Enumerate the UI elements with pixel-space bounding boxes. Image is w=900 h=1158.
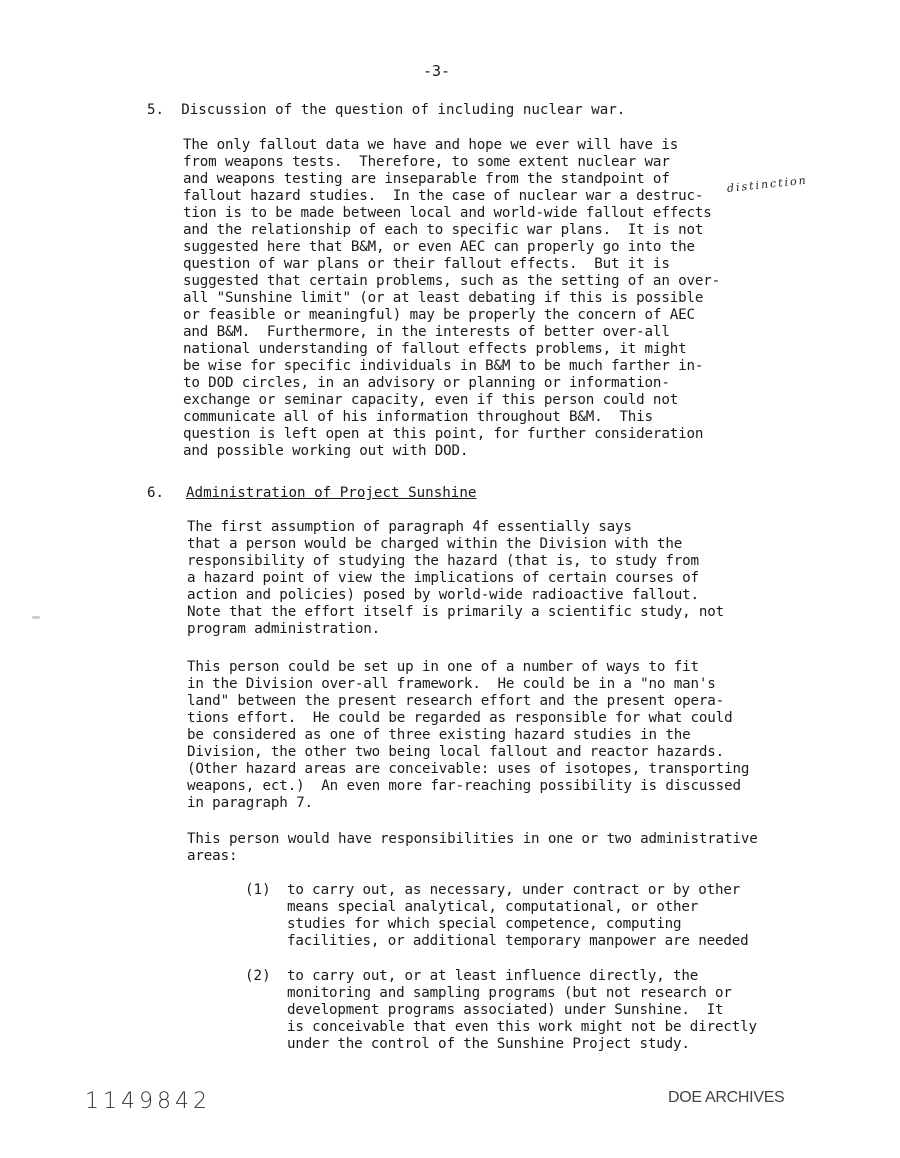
body-line: and possible working out with DOD. [183, 443, 469, 459]
body-line: to carry out, or at least influence directly, the [287, 968, 699, 984]
body-line: weapons, ect.) An even more far-reaching possibility is discussed [187, 778, 741, 794]
body-line: action and policies) posed by world-wide radioactive fallout. [187, 587, 699, 603]
body-line: Division, the other two being local fallout and reactor hazards. [187, 744, 725, 760]
body-line: facilities, or additional temporary manpower are needed [287, 933, 749, 949]
scan-speck [32, 616, 40, 619]
body-line: program administration. [187, 621, 381, 637]
page-number: -3- [423, 62, 451, 80]
handwritten-correction: distinction [726, 173, 809, 195]
body-line: suggested here that B&M, or even AEC can properly go into the [183, 239, 695, 255]
list-item-number: (2) [245, 968, 271, 984]
body-line: national understanding of fallout effects problems, it might [183, 341, 687, 357]
body-line: communicate all of his information throughout B&M. This [183, 409, 653, 425]
body-line: areas: [187, 848, 238, 864]
body-line: means special analytical, computational, or other [287, 899, 699, 915]
body-line: all "Sunshine limit" (or at least debating if this is possible [183, 290, 704, 306]
body-line: question is left open at this point, for further consideration [183, 426, 704, 442]
body-line: The first assumption of paragraph 4f essentially says [187, 519, 632, 535]
body-line: under the control of the Sunshine Project study. [287, 1036, 690, 1052]
section-6-title: Administration of Project Sunshine [186, 485, 477, 501]
section-6-paragraph-1 [187, 519, 724, 638]
body-line: studies for which special competence, computing [287, 916, 682, 932]
list-item [287, 968, 757, 1053]
body-line: land" between the present research effort and the present opera- [187, 693, 725, 709]
body-line: be considered as one of three existing hazard studies in the [187, 727, 691, 743]
body-line: and the relationship of each to specific war plans. It is not [183, 222, 704, 238]
body-line: tions effort. He could be regarded as responsible for what could [187, 710, 733, 726]
body-line: question of war plans or their fallout effects. But it is [183, 256, 670, 272]
body-line: is conceivable that even this work might not be directly [287, 1019, 757, 1035]
body-line: and B&M. Furthermore, in the interests of better over-all [183, 324, 670, 340]
document-number: 1149842 [85, 1089, 211, 1114]
body-line: from weapons tests. Therefore, to some extent nuclear war [183, 154, 670, 170]
section-6-paragraph-2 [187, 659, 749, 812]
body-line: monitoring and sampling programs (but not research or [287, 985, 732, 1001]
body-line: development programs associated) under Sunshine. It [287, 1002, 724, 1018]
section-6-paragraph-3 [187, 831, 758, 865]
body-line: This person would have responsibilities in one or two administrative [187, 831, 758, 847]
body-line: This person could be set up in one of a number of ways to fit [187, 659, 699, 675]
list-item [287, 882, 749, 950]
body-line: be wise for specific individuals in B&M to be much farther in- [183, 358, 704, 374]
body-line: in the Division over-all framework. He could be in a "no man's [187, 676, 716, 692]
body-line: tion is to be made between local and world-wide fallout effects [183, 205, 712, 221]
section-6-number: 6. [147, 485, 165, 501]
body-line: and weapons testing are inseparable from the standpoint of [183, 171, 670, 187]
body-line: fallout hazard studies. In the case of nuclear war a destruc- [183, 188, 704, 204]
section-5-body [183, 137, 720, 460]
body-line: to carry out, as necessary, under contract or by other [287, 882, 741, 898]
section-5-heading [147, 102, 625, 118]
body-line: Note that the effort itself is primarily a scientific study, not [187, 604, 725, 620]
body-line: exchange or seminar capacity, even if this person could not [183, 392, 679, 408]
body-line: to DOD circles, in an advisory or planning or information- [183, 375, 670, 391]
body-line: or feasible or meaningful) may be properly the concern of AEC [183, 307, 695, 323]
body-line: a hazard point of view the implications of certain courses of [187, 570, 699, 586]
body-line: responsibility of studying the hazard (that is, to study from [187, 553, 699, 569]
section-5-number: 5. [147, 102, 165, 118]
archive-stamp: DOE ARCHIVES [668, 1089, 785, 1106]
body-line: that a person would be charged within the Division with the [187, 536, 683, 552]
body-line: suggested that certain problems, such as the setting of an over- [183, 273, 721, 289]
body-line: (Other hazard areas are conceivable: uses of isotopes, transporting [187, 761, 750, 777]
body-line: in paragraph 7. [187, 795, 313, 811]
section-5-title: Discussion of the question of including nuclear war. [181, 102, 626, 118]
body-line: The only fallout data we have and hope we ever will have is [183, 137, 679, 153]
list-item-number: (1) [245, 882, 271, 898]
